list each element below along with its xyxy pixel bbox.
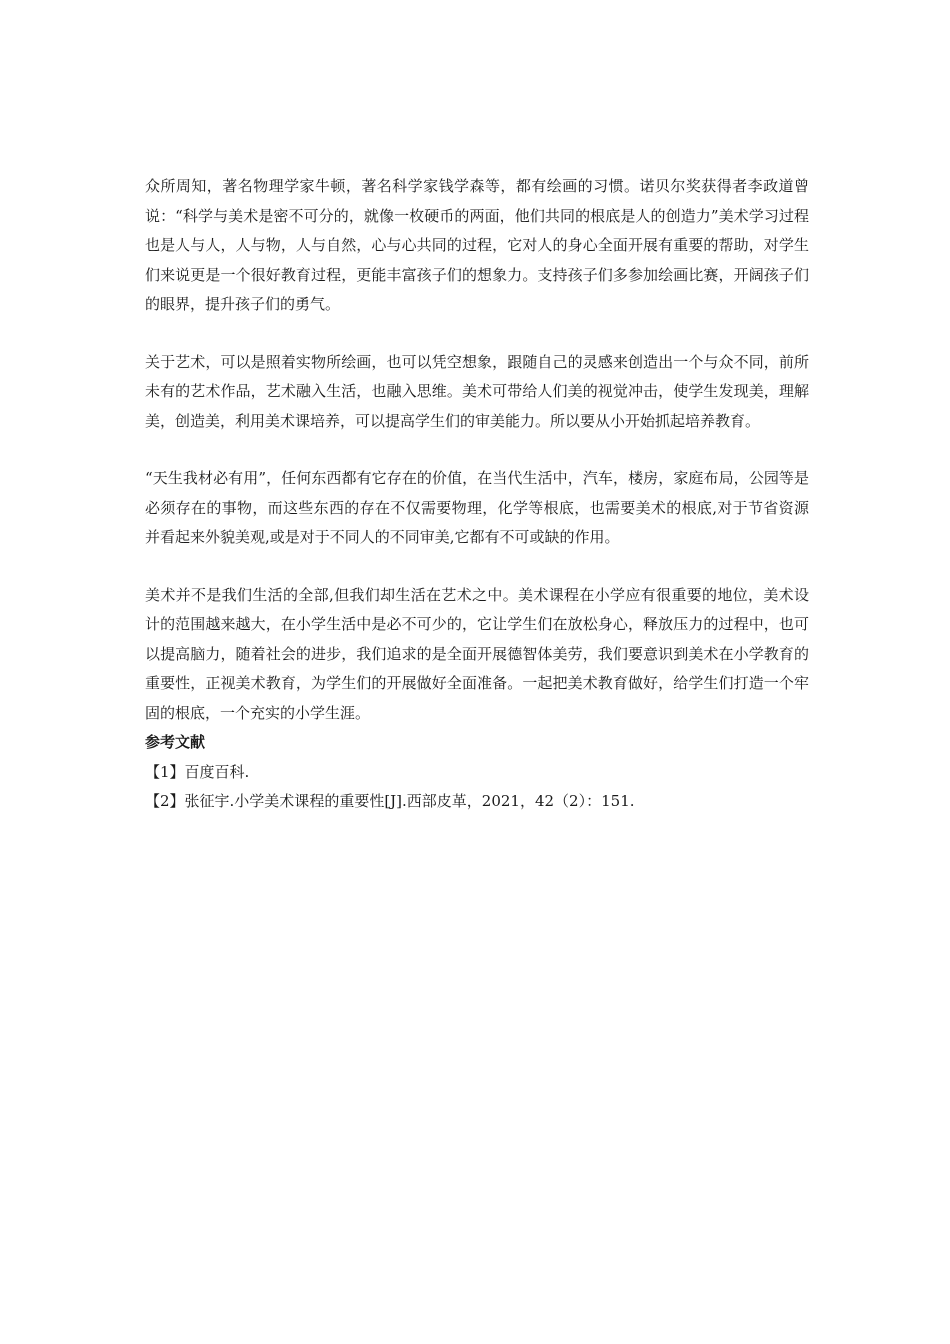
reference-item: 【1】百度百科.	[145, 762, 250, 781]
references-title: 参考文献	[145, 733, 206, 751]
paragraph-3: “天生我材必有用”，任何东西都有它存在的价值，在当代生活中，汽车，楼房，家庭布局，公园等是必须存在的事物，而这些东西的存在不仅需要物理，化学等根底，也需要美术的根底,对于节省资源并看起来外貌美观,或是对于不同人的不同审美,它都有不可或缺的作用。	[145, 469, 809, 546]
paragraph-1: 众所周知，著名物理学家牛顿，著名科学家钱学森等，都有绘画的习惯。诺贝尔奖获得者李政道曾说：“科学与美术是密不可分的，就像一枚硬币的两面，他们共同的根底是人的创造力”美术学习过程也是人与人，人与物，人与自然，心与心共同的过程，它对人的身心全面开展有重要的帮助，对学生们来说更是一个很好教育过程，更能丰富孩子们的想象力。支持孩子们多参加绘画比赛，开阔孩子们的眼界，提升孩子们的勇气。	[145, 177, 809, 313]
paragraph-4: 美术并不是我们生活的全部,但我们却生活在艺术之中。美术课程在小学应有很重要的地位，美术设计的范围越来越大，在小学生活中是必不可少的，它让学生们在放松身心，释放压力的过程中，也可以提高脑力，随着社会的进步，我们追求的是全面开展德智体美劳，我们要意识到美术在小学教育的重要性，正视美术教育，为学生们的开展做好全面准备。一起把美术教育做好，给学生们打造一个牢固的根底，一个充实的小学生涯。	[145, 585, 809, 722]
reference-item: 【2】张征宇.小学美术课程的重要性[J].西部皮革，2021，42（2）：151.	[145, 792, 635, 810]
references-list	[145, 758, 809, 817]
document-page	[145, 172, 809, 817]
references-section	[145, 728, 809, 817]
paragraph-2: 关于艺术，可以是照着实物所绘画，也可以凭空想象，跟随自己的灵感来创造出一个与众不同，前所未有的艺术作品，艺术融入生活，也融入思维。美术可带给人们美的视觉冲击，使学生发现美，理解美，创造美，利用美术课培养，可以提高学生们的审美能力。所以要从小开始抓起培养教育。	[145, 352, 809, 430]
